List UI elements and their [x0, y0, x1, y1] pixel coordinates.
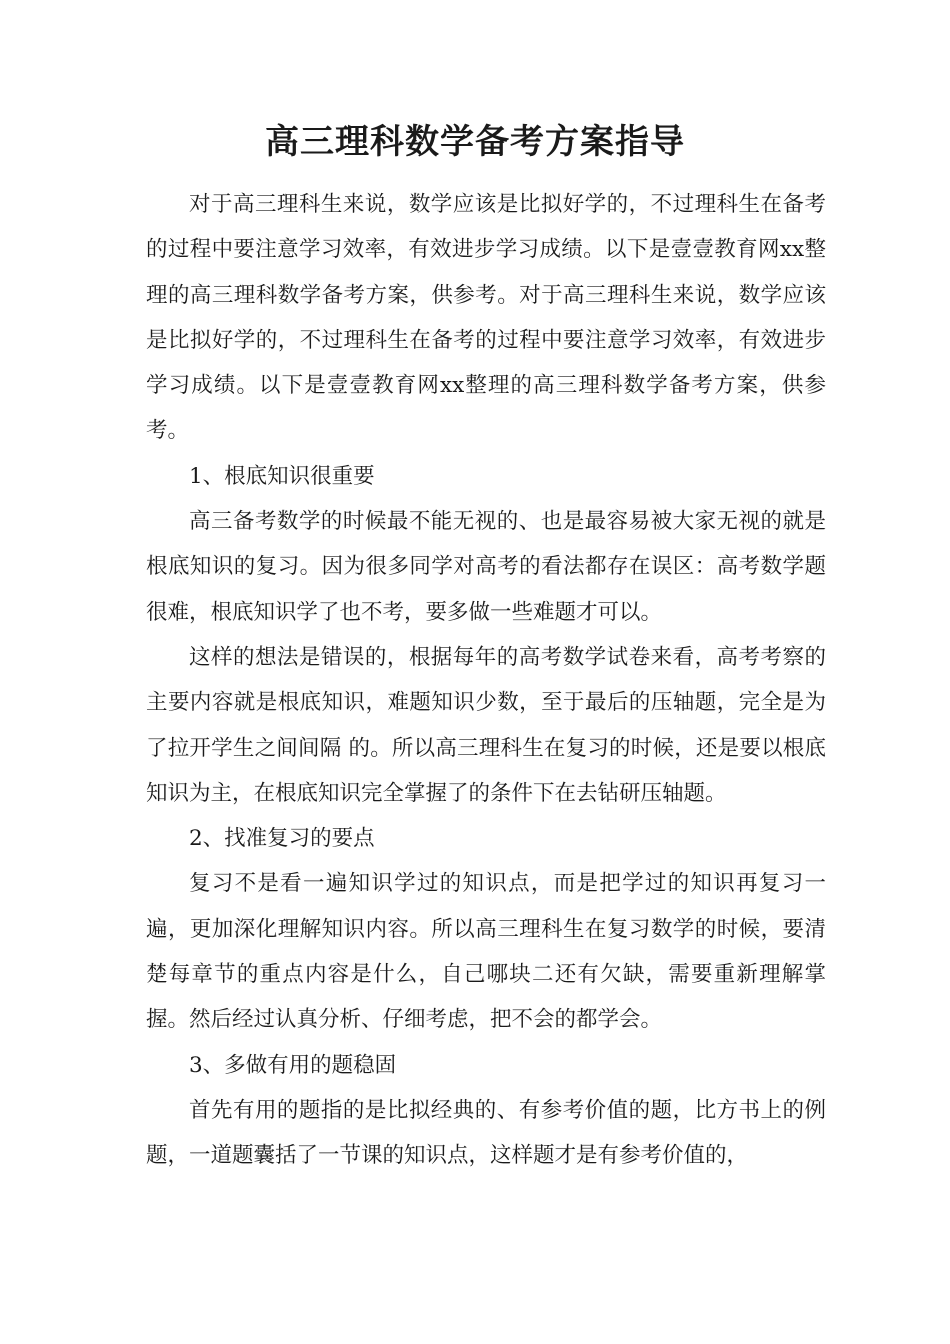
body-paragraph: 首先有用的题指的是比拟经典的、有参考价值的题，比方书上的例题，一道题囊括了一节课的知识点，这样题才是有参考价值的，	[146, 1097, 826, 1169]
document-title: 高三理科数学备考方案指导	[265, 122, 685, 162]
intro-paragraph: 对于高三理科生来说，数学应该是比拟好学的，不过理科生在备考的过程中要注意学习效率，有效进步学习成绩。以下是壹壹教育网xx整理的高三理科数学备考方案，供参考。对于高三理科生来说，数学应该是比拟好学的，不过理科生在备考的过程中要注意学习效率，有效进步学习成绩。以下是壹壹教育网xx整理的高三理科数学备考方案，供参考。	[146, 192, 826, 444]
body-paragraph: 高三备考数学的时候最不能无视的、也是最容易被大家无视的就是根底知识的复习。因为很多同学对高考的看法都存在误区：高考数学题很难，根底知识学了也不考，要多做一些难题才可以。	[146, 509, 826, 625]
section-heading-1: 1、根底知识很重要	[189, 463, 375, 489]
body-paragraph: 这样的想法是错误的，根据每年的高考数学试卷来看，高考考察的主要内容就是根底知识，难题知识少数，至于最后的压轴题，完全是为了拉开学生之间间隔 的。所以高三理科生在复习的时候，还是要以根底知识为主，在根底知识完全掌握了的条件下在去钻研压轴题。	[146, 644, 826, 806]
document-body	[146, 182, 826, 1179]
section-heading-2: 2、找准复习的要点	[189, 826, 375, 852]
section-heading-3: 3、多做有用的题稳固	[189, 1052, 397, 1078]
body-paragraph: 复习不是看一遍知识学过的知识点，而是把学过的知识再复习一遍，更加深化理解知识内容。所以高三理科生在复习数学的时候，要清楚每章节的重点内容是什么，自己哪块二还有欠缺，需要重新理解掌握。然后经过认真分析、仔细考虑，把不会的都学会。	[146, 871, 826, 1033]
